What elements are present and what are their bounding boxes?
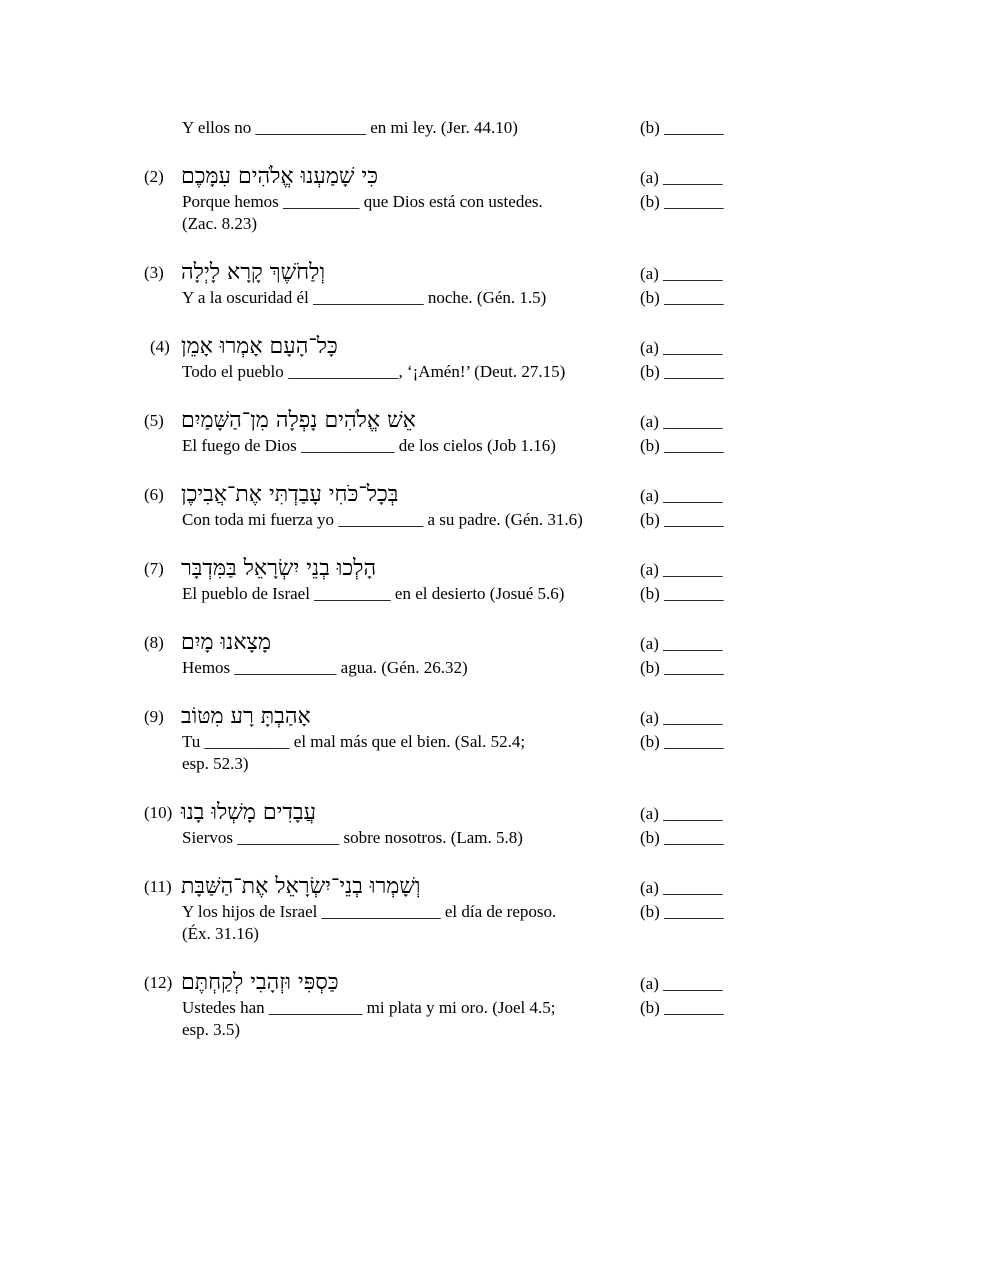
answer-b: (b) _______: [640, 828, 724, 847]
answer-a: (a) _______: [640, 634, 723, 653]
answer-b: (b) _______: [640, 584, 724, 603]
item-number: (12): [144, 973, 173, 992]
item-number: (6): [144, 485, 164, 504]
answer-b: (b) _______: [640, 998, 724, 1017]
item-number: (10): [144, 803, 173, 822]
hebrew-text: הָלְכוּ בְנֵי יִשְׂרָאֵל בַּמִּדְבָּר: [181, 556, 377, 581]
hebrew-text: אָהַבְתָּ רָע מִטּוֹב: [181, 704, 311, 729]
spanish-translation: Ustedes han ___________ mi plata y mi oro. (Joel 4.5;: [182, 998, 556, 1017]
spanish-translation: Hemos ____________ agua. (Gén. 26.32): [182, 658, 468, 677]
answer-a: (a) _______: [640, 168, 723, 187]
spanish-translation: Siervos ____________ sobre nosotros. (Lam. 5.8): [182, 828, 523, 847]
answer-a: (a) _______: [640, 878, 723, 897]
hebrew-text: בְּכָל־כֹּחִי עָבַדְתִּי אֶת־אֲבִיכֶן: [181, 482, 399, 507]
answer-b: (b) _______: [640, 436, 724, 455]
answer-b: (b) _______: [640, 192, 724, 211]
answer-a: (a) _______: [640, 338, 723, 357]
hebrew-text: כָּל־הָעָם אָמְרוּ אָמֵן: [181, 334, 338, 359]
spanish-reference: esp. 3.5): [182, 1020, 241, 1039]
answer-a: (a) _______: [640, 708, 723, 727]
answer-a: (a) _______: [640, 560, 723, 579]
answer-b: (b) _______: [640, 362, 724, 381]
hebrew-text: עֲבָדִים מָשְׁלוּ בָנוּ: [181, 800, 317, 825]
spanish-translation: Todo el pueblo _____________, ‘¡Amén!’ (Deut. 27.15): [182, 362, 566, 381]
answer-a: (a) _______: [640, 264, 723, 283]
answer-a: (a) _______: [640, 804, 723, 823]
hebrew-text: כִּי שָׁמַעְנוּ אֱלֹהִים עִמָּכֶם: [181, 164, 378, 189]
spanish-translation: El pueblo de Israel _________ en el desierto (Josué 5.6): [182, 584, 565, 603]
hebrew-text: מָצָאנוּ מָיִם: [181, 630, 272, 655]
spanish-reference: esp. 52.3): [182, 754, 249, 773]
spanish-reference: (Zac. 8.23): [182, 214, 258, 233]
hebrew-text: אֵשׁ אֱלֹהִים נָפְלָה מִן־הַשָּׁמַיִם: [181, 408, 416, 433]
answer-a: (a) _______: [640, 486, 723, 505]
spanish-translation: Y a la oscuridad él _____________ noche. (Gén. 1.5): [182, 288, 547, 307]
spanish-translation: Y ellos no _____________ en mi ley. (Jer. 44.10): [182, 118, 518, 137]
spanish-translation: Tu __________ el mal más que el bien. (Sal. 52.4;: [182, 732, 526, 751]
answer-a: (a) _______: [640, 974, 723, 993]
hebrew-text: כַּסְפִּי וּזְהָבִי לְקַחְתֶּם: [181, 970, 339, 995]
answer-b: (b) _______: [640, 118, 724, 137]
item-number: (8): [144, 633, 164, 652]
item-number: (11): [144, 877, 172, 896]
spanish-translation: El fuego de Dios ___________ de los cielos (Job 1.16): [182, 436, 556, 455]
answer-b: (b) _______: [640, 510, 724, 529]
answer-b: (b) _______: [640, 732, 724, 751]
item-number: (7): [144, 559, 164, 578]
item-number: (5): [144, 411, 164, 430]
hebrew-text: וְשָׁמְרוּ בְנֵי־יִשְׂרָאֵל אֶת־הַשַּׁבָּת: [181, 874, 421, 899]
hebrew-text: וְלַחֹשֶׁךְ קָרָא לָיְלָה: [181, 260, 326, 285]
answer-b: (b) _______: [640, 658, 724, 677]
answer-a: (a) _______: [640, 412, 723, 431]
spanish-reference: (Éx. 31.16): [182, 924, 259, 943]
answer-b: (b) _______: [640, 288, 724, 307]
item-number: (2): [144, 167, 164, 186]
spanish-translation: Y los hijos de Israel ______________ el día de reposo.: [182, 902, 557, 921]
item-number: (3): [144, 263, 164, 282]
answer-b: (b) _______: [640, 902, 724, 921]
spanish-translation: Con toda mi fuerza yo __________ a su padre. (Gén. 31.6): [182, 510, 583, 529]
spanish-translation: Porque hemos _________ que Dios está con ustedes.: [182, 192, 543, 211]
item-number: (4): [150, 337, 170, 356]
item-number: (9): [144, 707, 164, 726]
